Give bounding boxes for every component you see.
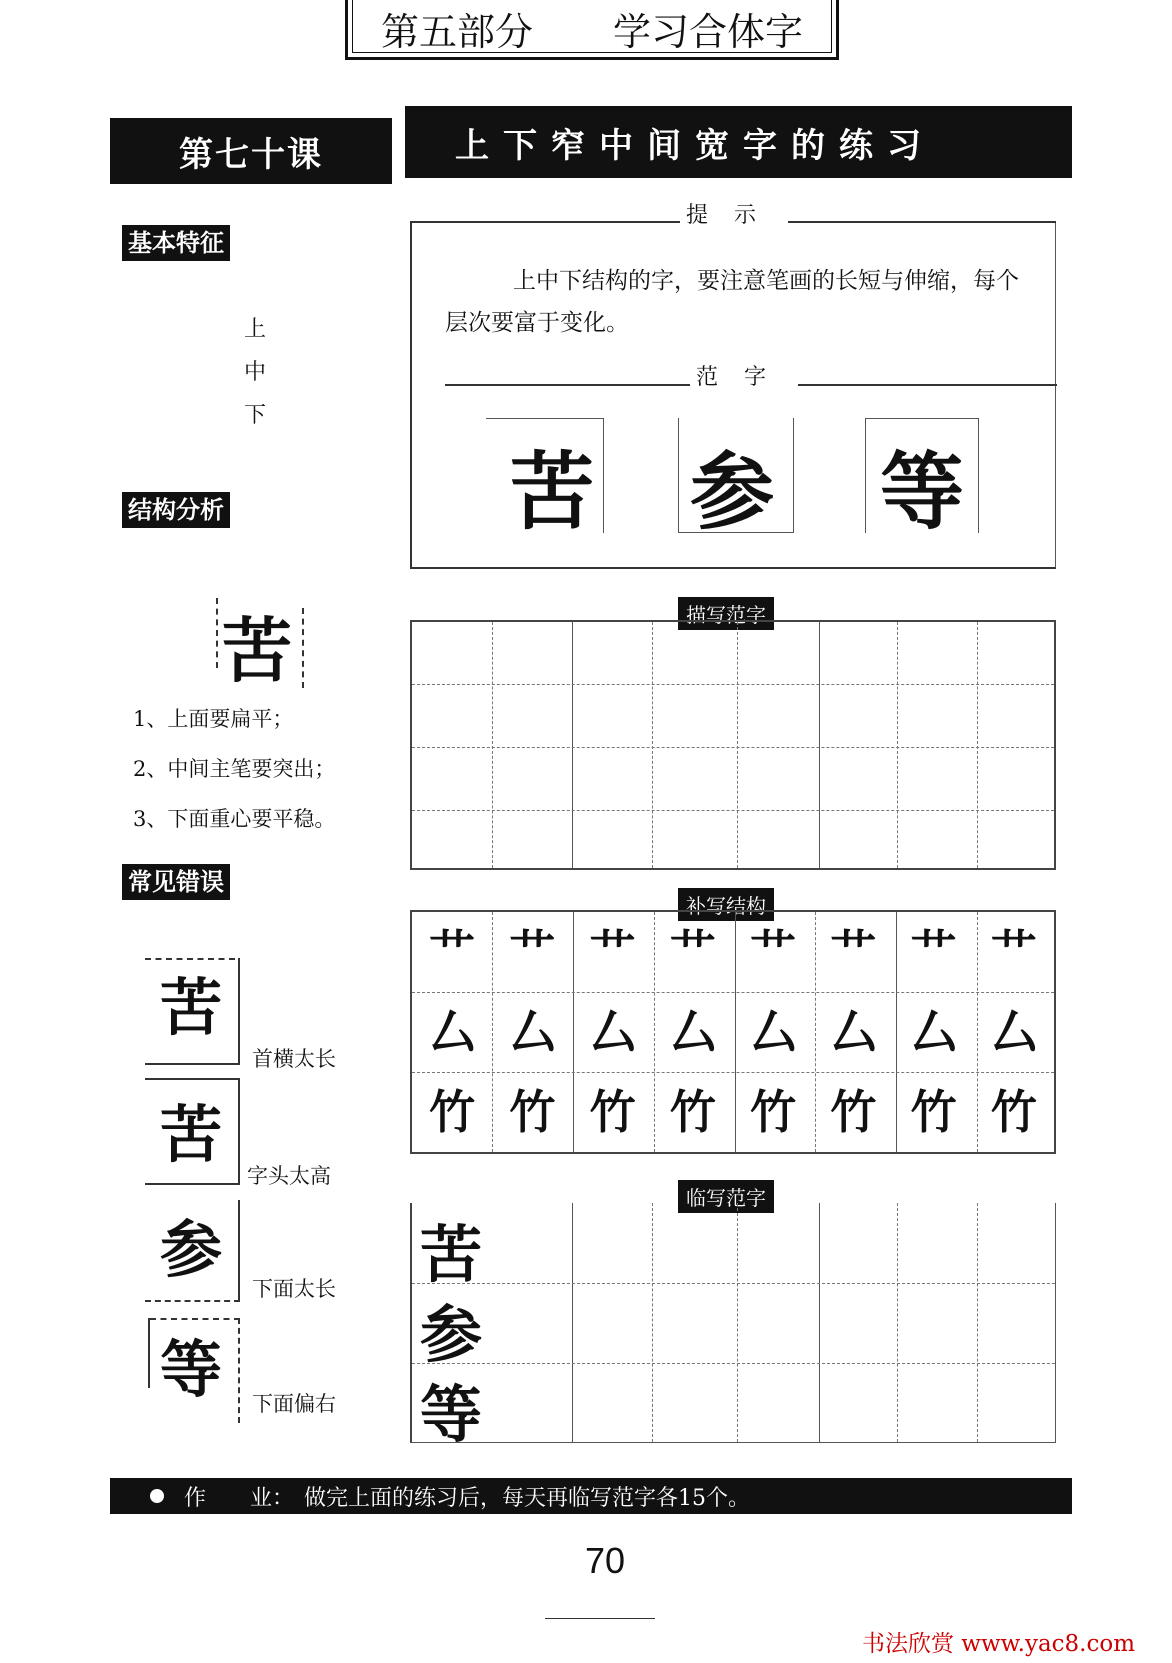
guide-line <box>238 1318 240 1423</box>
trace-grid <box>410 620 1056 870</box>
trace-label: 描写范字 <box>678 597 774 630</box>
guide-line <box>216 598 218 668</box>
supplement-row-2 <box>412 992 1054 1072</box>
supplement-cell: 竹 <box>429 1085 476 1139</box>
supplement-row-3 <box>412 1072 1054 1152</box>
supplement-cell: 竹 <box>750 1085 797 1139</box>
supplement-cell: 厶 <box>750 1005 797 1059</box>
guide-line <box>302 608 304 688</box>
note-1: 1、上面要扁平； <box>133 707 294 731</box>
page-number: 70 <box>584 1540 626 1581</box>
guide-line <box>145 1078 240 1080</box>
error-char-3: 参 <box>160 1213 223 1286</box>
footer-line <box>545 1618 655 1619</box>
fanzi-char-2: 参 <box>690 442 775 541</box>
guide-line <box>238 958 240 1063</box>
guide-line <box>238 1078 240 1183</box>
supplement-cell: 艹 <box>669 925 716 979</box>
supplement-cell: 竹 <box>830 1085 877 1139</box>
bullet-icon <box>150 1489 164 1503</box>
hint-text: 上中下结构的字，要注意笔画的长短与伸缩，每个层次要富于变化。 <box>445 268 1019 336</box>
lesson-number: 第七十课 <box>110 118 392 184</box>
part-header <box>345 0 839 60</box>
guide-line <box>145 1063 240 1065</box>
supplement-cell: 艹 <box>589 925 636 979</box>
supplement-cell: 艹 <box>750 925 797 979</box>
supplement-cell: 艹 <box>910 925 957 979</box>
part-label: 第五部分 <box>380 10 533 54</box>
copy-label: 临写范字 <box>678 1180 774 1213</box>
supplement-cell: 竹 <box>910 1085 957 1139</box>
analysis-char: 苦 <box>222 609 292 692</box>
supplement-cell: 竹 <box>669 1085 716 1139</box>
lesson-title: 上下窄中间宽字的练习 <box>405 106 1072 178</box>
supplement-grid <box>410 910 1056 1154</box>
errors-label: 常见错误 <box>122 864 230 900</box>
stack-char-top: 上 <box>244 317 267 342</box>
error-caption-1: 首横太长 <box>252 1047 336 1071</box>
supplement-cell: 厶 <box>669 1005 716 1059</box>
guide-line <box>238 1200 240 1300</box>
copy-char-2: 参 <box>420 1298 483 1371</box>
guide-line <box>145 1183 240 1185</box>
homework-bar <box>110 1478 1072 1514</box>
supplement-cell: 艹 <box>990 925 1037 979</box>
analysis-label: 结构分析 <box>122 492 230 528</box>
supplement-cell: 竹 <box>990 1085 1037 1139</box>
copy-char-3: 等 <box>420 1378 483 1451</box>
supplement-cell: 厶 <box>589 1005 636 1059</box>
error-caption-2: 字头太高 <box>247 1164 331 1188</box>
guide-line <box>148 1318 150 1388</box>
supplement-label: 补写结构 <box>678 888 774 921</box>
supplement-cell: 厶 <box>429 1005 476 1059</box>
guide-line <box>145 1300 240 1302</box>
note-3: 3、下面重心要平稳。 <box>133 807 336 831</box>
fanzi-label: 范字 <box>690 360 798 391</box>
copy-grid <box>410 1203 1056 1443</box>
features-label: 基本特征 <box>122 225 230 261</box>
supplement-cell: 厶 <box>990 1005 1037 1059</box>
supplement-row-1 <box>412 912 1054 992</box>
supplement-cell: 厶 <box>910 1005 957 1059</box>
supplement-cell: 艹 <box>830 925 877 979</box>
fanzi-char-1: 苦 <box>510 442 595 541</box>
note-2: 2、中间主笔要突出； <box>133 757 336 781</box>
stack-char-middle: 中 <box>244 360 267 385</box>
error-char-2: 苦 <box>160 1098 223 1171</box>
supplement-cell: 竹 <box>509 1085 556 1139</box>
error-char-1: 苦 <box>160 971 223 1044</box>
homework-text: 做完上面的练习后，每天再临写范字各15个。 <box>304 1485 751 1511</box>
stack-char-bottom: 下 <box>244 403 267 428</box>
fanzi-char-3: 等 <box>880 442 965 541</box>
homework-label: 作 业： <box>184 1485 295 1511</box>
part-title: 学习合体字 <box>613 10 804 54</box>
supplement-cell: 厶 <box>509 1005 556 1059</box>
supplement-cell: 竹 <box>589 1085 636 1139</box>
copy-char-1: 苦 <box>420 1218 483 1291</box>
supplement-cell: 艹 <box>429 925 476 979</box>
watermark: 书法欣赏 www.yac8.com <box>862 1631 1136 1657</box>
error-caption-3: 下面太长 <box>252 1277 336 1301</box>
hint-label: 提示 <box>680 198 788 229</box>
error-char-4: 等 <box>160 1333 223 1406</box>
supplement-cell: 艹 <box>509 925 556 979</box>
error-caption-4: 下面偏右 <box>252 1392 336 1416</box>
supplement-cell: 厶 <box>830 1005 877 1059</box>
